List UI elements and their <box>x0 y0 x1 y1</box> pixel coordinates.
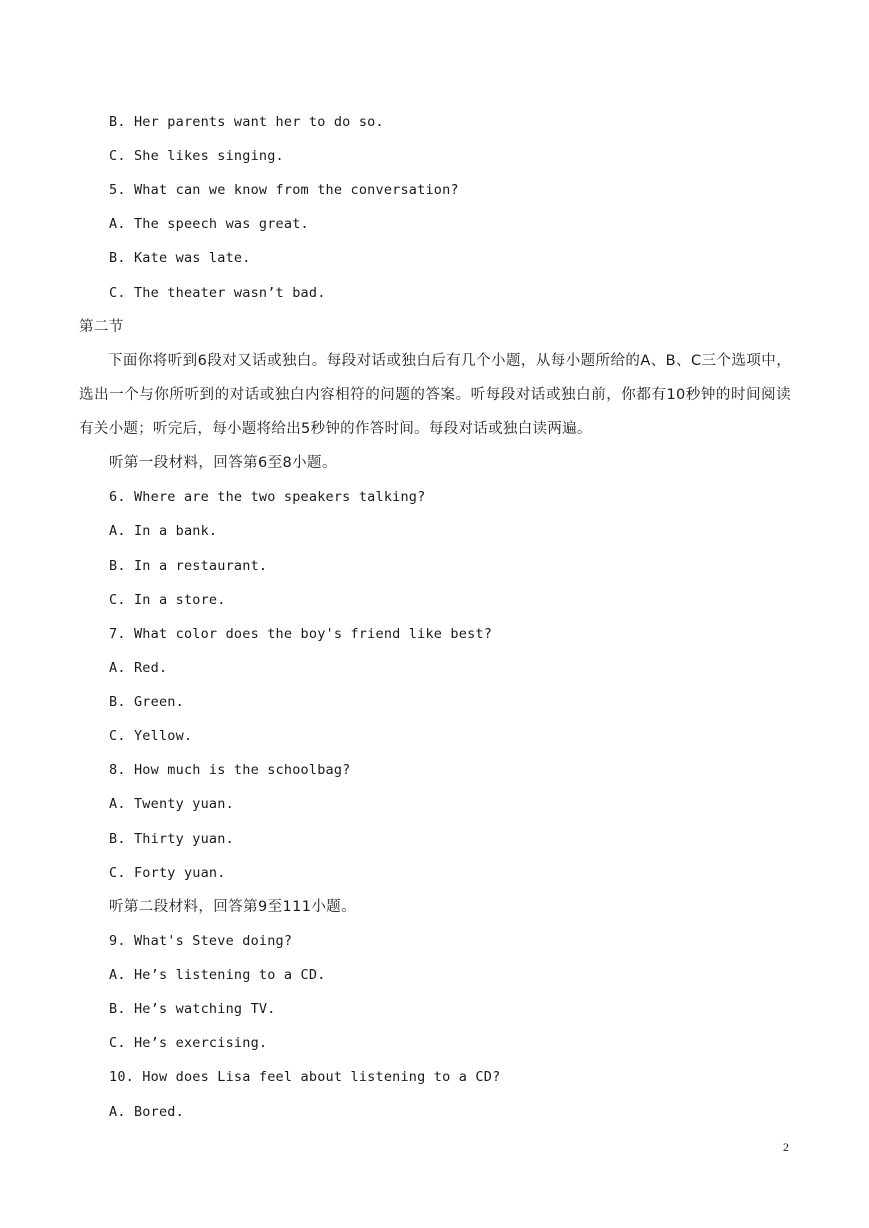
option-6c: C. In a store. <box>109 592 226 608</box>
question-7: 7. What color does the boy's friend like best? <box>109 626 493 642</box>
question-10: 10. How does Lisa feel about listening to a CD? <box>109 1069 501 1085</box>
passage-1-intro: 听第一段材料，回答第6至8小题。 <box>109 455 337 471</box>
section-title: 第二节 <box>79 319 124 335</box>
option-9a: A. He’s listening to a CD. <box>109 967 326 983</box>
section-instructions: 下面你将听到6段对又话或独白。每段对话或独白后有几个小题，从每小题所给的A、B、C三个选项中，选出一个与你所听到的对话或独白内容相符的问题的答案。听每段对话或独白前，你都有10秒钟的时间阅读有关小题；听完后，每小题将给出5秒钟的作答时间。每段对话或独白读两遍。 <box>79 353 791 437</box>
question-6: 6. Where are the two speakers talking? <box>109 489 426 505</box>
option-4c: C. She likes singing. <box>109 148 284 164</box>
option-5c: C. The theater wasn’t bad. <box>109 285 326 301</box>
option-9c: C. He’s exercising. <box>109 1035 268 1051</box>
option-7a: A. Red. <box>109 660 168 676</box>
option-8c: C. Forty yuan. <box>109 865 226 881</box>
option-8a: A. Twenty yuan. <box>109 796 234 812</box>
question-9: 9. What's Steve doing? <box>109 933 293 949</box>
option-10a: A. Bored. <box>109 1104 184 1120</box>
option-7c: C. Yellow. <box>109 728 193 744</box>
option-5a: A. The speech was great. <box>109 216 309 232</box>
option-6b: B. In a restaurant. <box>109 558 268 574</box>
question-5: 5. What can we know from the conversation? <box>109 182 459 198</box>
option-5b: B. Kate was late. <box>109 250 251 266</box>
option-8b: B. Thirty yuan. <box>109 831 234 847</box>
question-8: 8. How much is the schoolbag? <box>109 762 351 778</box>
passage-2-intro: 听第二段材料，回答第9至111小题。 <box>109 899 357 915</box>
option-7b: B. Green. <box>109 694 184 710</box>
option-4b: B. Her parents want her to do so. <box>109 114 384 130</box>
page-number: 2 <box>783 1140 789 1154</box>
option-9b: B. He’s watching TV. <box>109 1001 276 1017</box>
option-6a: A. In a bank. <box>109 523 218 539</box>
